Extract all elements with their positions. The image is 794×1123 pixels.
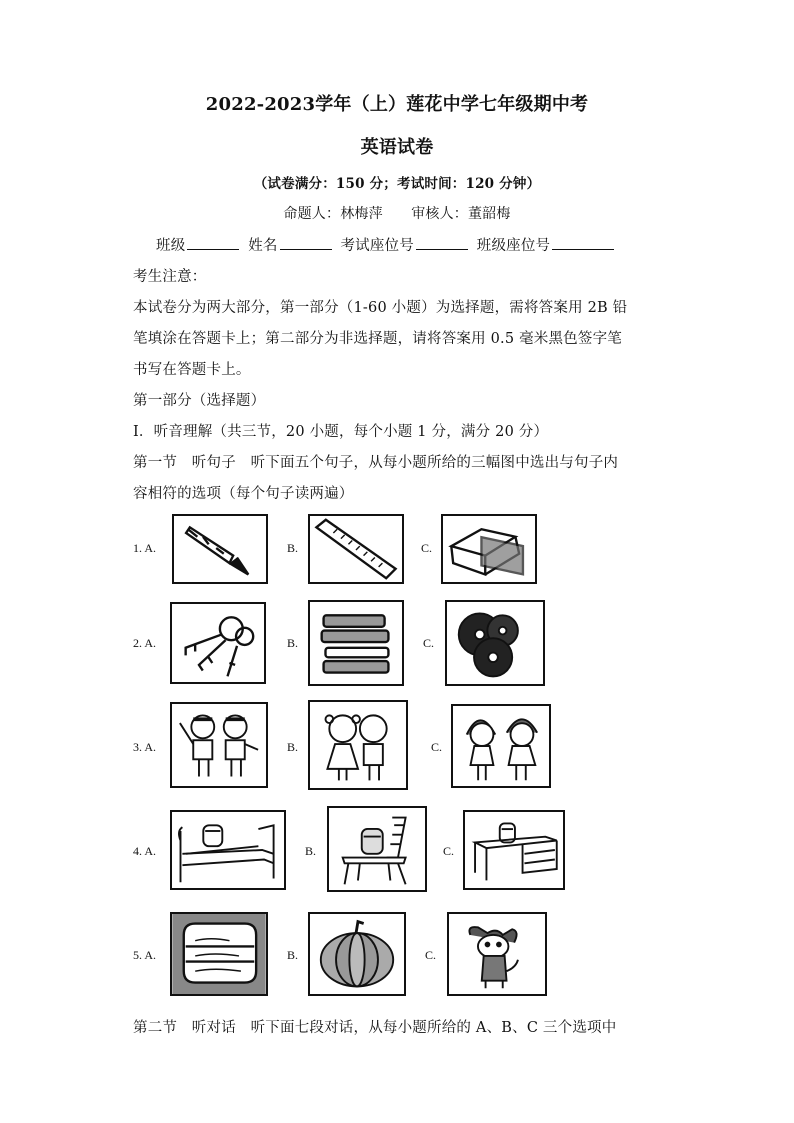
keys-picture[interactable] — [170, 602, 266, 684]
ruler-picture[interactable] — [308, 514, 404, 584]
q1-label-a: 1. A. — [133, 541, 157, 555]
q3-label-b: B. — [287, 740, 299, 754]
exam-seat-field-blank[interactable] — [416, 236, 468, 250]
q2-label-a: 2. A. — [133, 636, 157, 650]
q1-label-b: B. — [287, 541, 299, 555]
exam-title: 2022-2023学年（上）莲花中学七年级期中考 — [205, 94, 589, 115]
exam-meta: （试卷满分：150 分；考试时间：120 分钟） — [253, 176, 541, 192]
q3-label-a: 3. A. — [133, 740, 157, 754]
section2-instruction-line: 第二节 听对话 听下面七段对话，从每小题所给的 A、B、C 三个选项中 — [133, 1020, 617, 1036]
discs-picture[interactable] — [445, 600, 545, 686]
notice-line-2: 笔填涂在答题卡上；第二部分为非选择题，请将答案用 0.5 毫米黑色签字笔 — [133, 331, 622, 347]
bag-on-bed-picture[interactable] — [170, 810, 286, 890]
notice-heading: 考生注意： — [133, 269, 207, 285]
info-fields-row — [156, 234, 618, 255]
quilt-picture[interactable] — [170, 912, 268, 996]
books-picture[interactable] — [308, 600, 404, 686]
exam-subtitle: 英语试卷 — [360, 137, 434, 158]
q4-label-b: B. — [305, 844, 317, 858]
q5-label-a: 5. A. — [133, 948, 157, 962]
eraser-picture[interactable] — [441, 514, 537, 584]
name-field-label: 姓名 — [248, 238, 278, 254]
q4-label-c: C. — [443, 844, 455, 858]
pen-picture[interactable] — [172, 514, 268, 584]
name-field-blank[interactable] — [280, 236, 332, 250]
two-boys-picture[interactable] — [170, 702, 268, 788]
q2-label-b: B. — [287, 636, 299, 650]
two-girls-picture[interactable] — [451, 704, 551, 788]
bag-on-chair-picture[interactable] — [327, 806, 427, 892]
q3-label-c: C. — [431, 740, 443, 754]
part1-section-title: Ⅰ．听音理解（共三节，20 小题，每个小题 1 分，满分 20 分） — [133, 424, 549, 440]
part1-title: 第一部分（选择题） — [133, 393, 266, 409]
exam-seat-field-label: 考试座位号 — [340, 238, 414, 254]
class-seat-field-label: 班级座位号 — [476, 238, 551, 254]
q4-label-a: 4. A. — [133, 844, 157, 858]
class-seat-field-blank[interactable] — [552, 236, 614, 250]
dog-picture[interactable] — [447, 912, 547, 996]
bag-on-desk-picture[interactable] — [463, 810, 565, 890]
q2-label-c: C. — [423, 636, 435, 650]
class-field-label: 班级 — [156, 238, 186, 254]
notice-line-3: 书写在答题卡上。 — [133, 362, 251, 378]
notice-line-1: 本试卷分为两大部分，第一部分（1-60 小题）为选择题，需将答案用 2B 铅 — [133, 300, 628, 316]
q5-label-b: B. — [287, 948, 299, 962]
boy-girl-picture[interactable] — [308, 700, 408, 790]
class-field-blank[interactable] — [187, 236, 239, 250]
exam-authors: 命题人：林梅萍 审核人：董韶梅 — [283, 206, 511, 222]
pumpkin-picture[interactable] — [308, 912, 406, 996]
q1-label-c: C. — [421, 541, 433, 555]
section1-instruction-line-1: 第一节 听句子 听下面五个句子，从每小题所给的三幅图中选出与句子内 — [133, 455, 619, 471]
q5-label-c: C. — [425, 948, 437, 962]
section1-instruction-line-2: 容相符的选项（每个句子读两遍） — [133, 486, 354, 502]
